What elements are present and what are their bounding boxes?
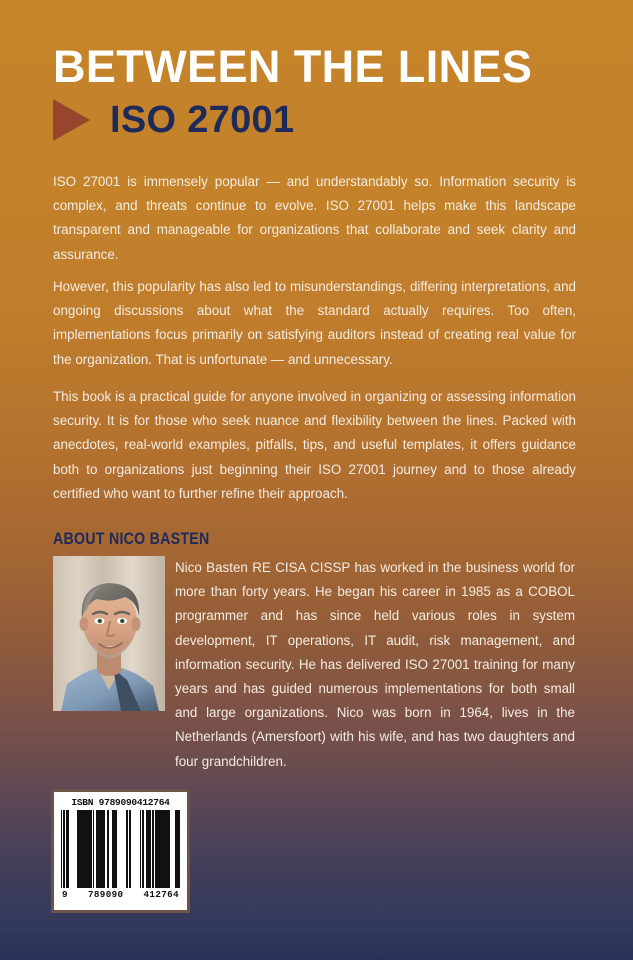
- barcode-digit-group-1: 9: [62, 889, 68, 900]
- barcode-bars: [61, 810, 180, 888]
- portrait-illustration: [53, 556, 165, 711]
- barcode-digits: [61, 888, 180, 900]
- blurb-paragraph-3: This book is a practical guide for anyone involved in organizing or assessing information security. It is for those who seek nuance and flexibility between the lines. Packed with anecdotes, real-world examples, pitfalls, tips, and useful templates, it offers guidance both to organizations just beginning their ISO 27001 journey and to those already certified who want to further refine their approach.: [53, 389, 576, 501]
- author-bio-text: Nico Basten RE CISA CISSP has worked in the business world for more than forty years. He began his career in 1985 as a COBOL programmer and has since held various roles in system development, IT operations, IT audit, risk management, and information security. He has delivered ISO 27001 training for many years and has guided numerous implementations for both small and large organizations. Nico was born in 1964, lives in the Netherlands (Amersfoort) with his wife, and has two daughters and four grandchildren.: [175, 560, 575, 769]
- page-title: BETWEEN THE LINES: [53, 41, 533, 92]
- barcode-digit-group-2: 789090: [87, 889, 124, 900]
- author-portrait-photo: [53, 556, 165, 711]
- isbn-label: ISBN 9789090412764: [71, 797, 170, 808]
- page-subtitle: ISO 27001: [110, 99, 295, 141]
- subtitle-row: [53, 99, 294, 141]
- blurb-paragraph-1: ISO 27001 is immensely popular — and understandably so. Information security is complex, and threats continue to evolve. ISO 27001 helps make this landscape transparent and manageable for organizations that collaborate and seek clarity and assurance.: [53, 174, 576, 262]
- blurb-paragraph-2: However, this popularity has also led to misunderstandings, differing interpretations, and ongoing discussions about what the standard actually requires. Too often, implementations focus primarily on satisfying auditors instead of creating real value for the organization. That is unfortunate — and unnecessary.: [53, 279, 576, 367]
- about-author-heading: ABOUT NICO BASTEN: [53, 530, 210, 548]
- play-triangle-icon: [53, 99, 90, 141]
- isbn-barcode: [51, 789, 190, 913]
- barcode-digit-group-3: 412764: [143, 889, 179, 900]
